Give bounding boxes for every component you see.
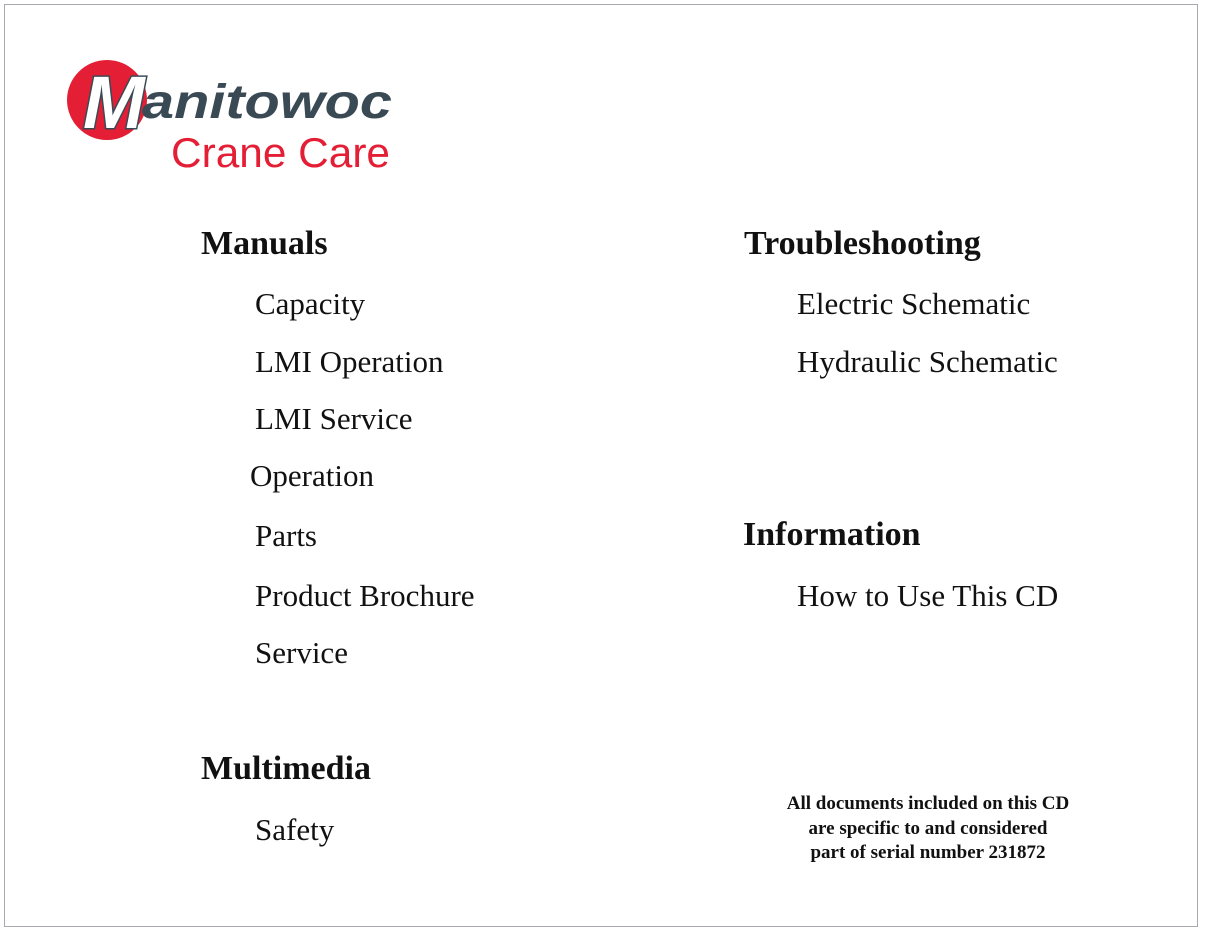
logo-graphic [53, 53, 413, 183]
note-line: part of serial number 231872 [810, 842, 1046, 863]
logo-brand-initial: M [83, 61, 145, 144]
information-link-how-to-use[interactable]: How to Use This CD [797, 578, 1059, 613]
document-page [4, 4, 1198, 927]
troubleshooting-link-hydraulic-schematic[interactable]: Hydraulic Schematic [797, 344, 1058, 379]
manitowoc-crane-care-logo [53, 53, 413, 183]
serial-number-note [753, 792, 1103, 866]
note-line: are specific to and considered [808, 817, 1048, 839]
multimedia-heading: Multimedia [201, 750, 371, 787]
manual-link-lmi-service[interactable]: LMI Service [255, 401, 413, 436]
manual-link-service[interactable]: Service [255, 635, 348, 670]
troubleshooting-link-electric-schematic[interactable]: Electric Schematic [797, 286, 1031, 321]
information-heading: Information [743, 516, 921, 553]
logo-brand-rest: anitowoc [142, 76, 392, 129]
manual-link-product-brochure[interactable]: Product Brochure [255, 578, 475, 613]
note-line: All documents included on this CD [786, 793, 1070, 814]
manual-link-capacity[interactable]: Capacity [255, 286, 366, 321]
troubleshooting-heading: Troubleshooting [744, 225, 981, 262]
logo-tagline: Crane Care [171, 129, 390, 176]
manual-link-lmi-operation[interactable]: LMI Operation [255, 344, 444, 379]
multimedia-link-safety[interactable]: Safety [255, 812, 335, 847]
manuals-heading: Manuals [201, 225, 328, 262]
manual-link-parts[interactable]: Parts [255, 518, 317, 553]
manual-link-operation[interactable]: Operation [250, 458, 374, 493]
